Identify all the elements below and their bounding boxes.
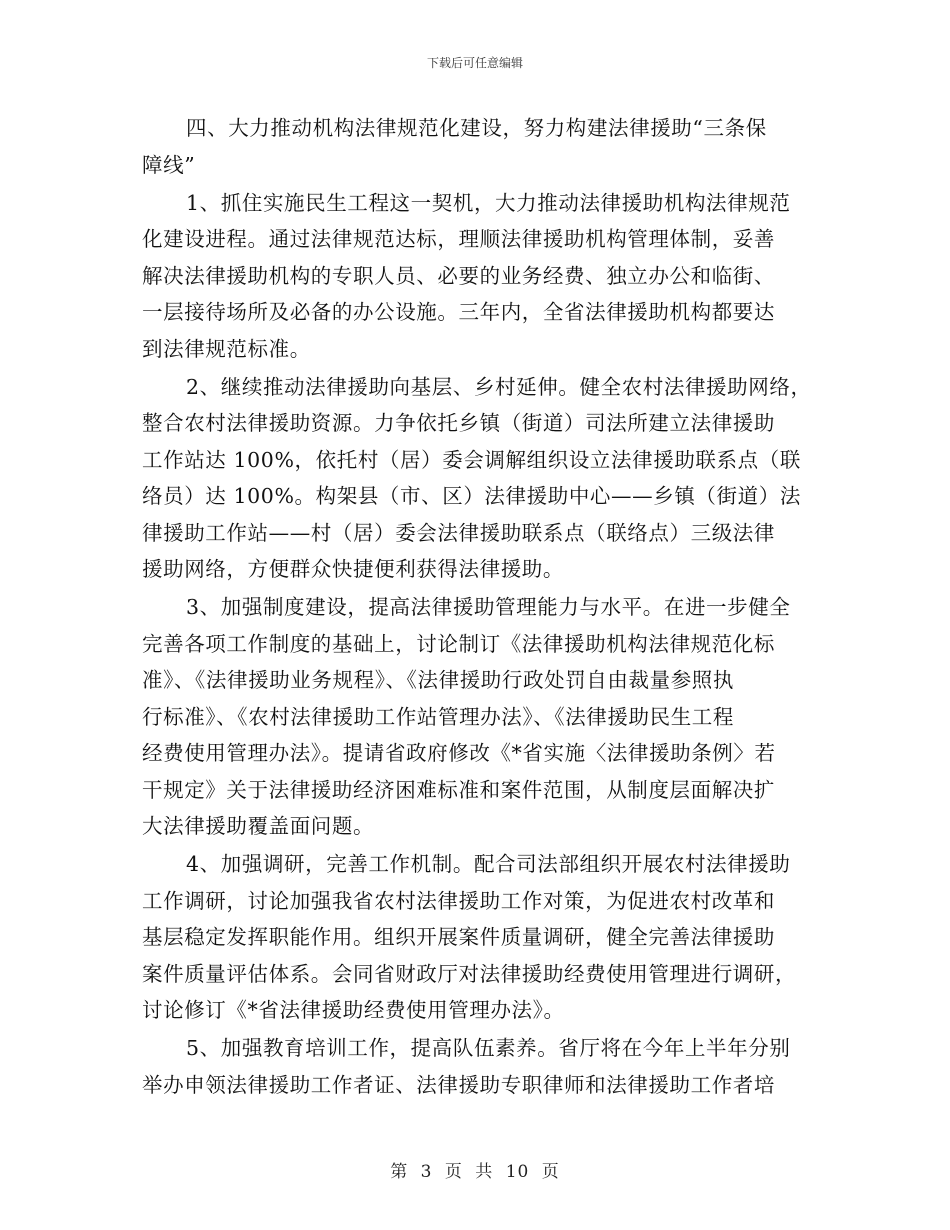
footer-label-ye: 页 [444,1162,463,1182]
text-line: 准》、《法律援助业务规程》、《法律援助行政处罚自由裁量参照执 [142,668,734,692]
paragraph-5 [142,1030,814,1103]
text-line: 3、加强制度建设，提高法律援助管理能力与水平。在进一步健全 [186,595,791,619]
footer-label-ye2: 页 [541,1162,560,1182]
text-line: 讨论修订《*省法律援助经费使用管理办法》。 [142,998,565,1022]
paragraph-1 [142,185,814,368]
text-line: 工作调研，讨论加强我省农村法律援助工作对策，为促进农村改革和 [142,888,775,913]
paragraph-4 [142,846,814,1029]
text-line: 完善各项工作制度的基础上，讨论制订《法律援助机构法律规范化标 [142,631,775,656]
text-line: 工作站达 100%，依托村（居）委会调解组织设立法律援助联系点（联 [142,447,801,472]
text-line: 4、加强调研，完善工作机制。配合司法部组织开展农村法律援助 [186,852,791,876]
text-line: 整合农村法律援助资源。力争依托乡镇（街道）司法所建立法律援助 [142,411,775,435]
text-line: 解决法律援助机构的专职人员、必要的业务经费、独立办公和临街、 [142,263,775,288]
text-line: 基层稳定发挥职能作用。组织开展案件质量调研，健全完善法律援助 [142,925,775,949]
text-line: 络员）达 100%。构架县（市、区）法律援助中心——乡镇（街道）法 [142,484,801,508]
text-line: 1、抓住实施民生工程这一契机，大力推动法律援助机构法律规范 [186,190,791,215]
footer-label-di: 第 [390,1162,409,1182]
text-line: 行标准》、《农村法律援助工作站管理办法》、《法律援助民生工程 [142,704,734,729]
text-line: 大法律援助覆盖面问题。 [142,814,375,838]
text-line: 5、加强教育培训工作，提高队伍素养。省厅将在今年上半年分别 [186,1036,791,1060]
text-line: 化建设进程。通过法律规范达标，理顺法律援助机构管理体制，妥善 [142,227,775,251]
text-line: 举办申领法律援助工作者证、法律援助专职律师和法律援助工作者培 [142,1072,775,1097]
text-line: 一层接待场所及必备的办公设施。三年内，全省法律援助机构都要达 [142,300,775,324]
text-line: 律援助工作站——村（居）委会法律援助联系点（联络点）三级法律 [142,520,775,545]
total-page-count: 10 [505,1162,530,1182]
paragraph-2 [142,369,814,588]
text-line: 干规定》关于法律援助经济困难标准和案件范围，从制度层面解决扩 [142,777,775,802]
paragraph-heading-4 [142,110,814,183]
paragraph-3 [142,589,814,845]
text-line: 案件质量评估体系。会同省财政厅对法律援助经费使用管理进行调研， [142,961,797,986]
text-line: 2、继续推动法律援助向基层、乡村延伸。健全农村法律援助网络， [186,374,812,399]
text-line: 援助网络，方便群众快捷便利获得法律援助。 [142,557,564,581]
current-page-number: 3 [420,1162,433,1182]
text-line: 四、大力推动机构法律规范化建设，努力构建法律援助“三条保 [186,116,767,140]
text-line: 到法律规范标准。 [142,336,311,361]
text-line: 经费使用管理办法》。提请省政府修改《*省实施〈法律援助条例〉若 [142,741,776,765]
page-footer [0,1157,950,1182]
header-note: 下载后可任意编辑 [426,56,523,70]
body-text [142,110,814,1103]
footer-label-gong: 共 [475,1162,494,1182]
text-line: 障线” [142,152,196,177]
